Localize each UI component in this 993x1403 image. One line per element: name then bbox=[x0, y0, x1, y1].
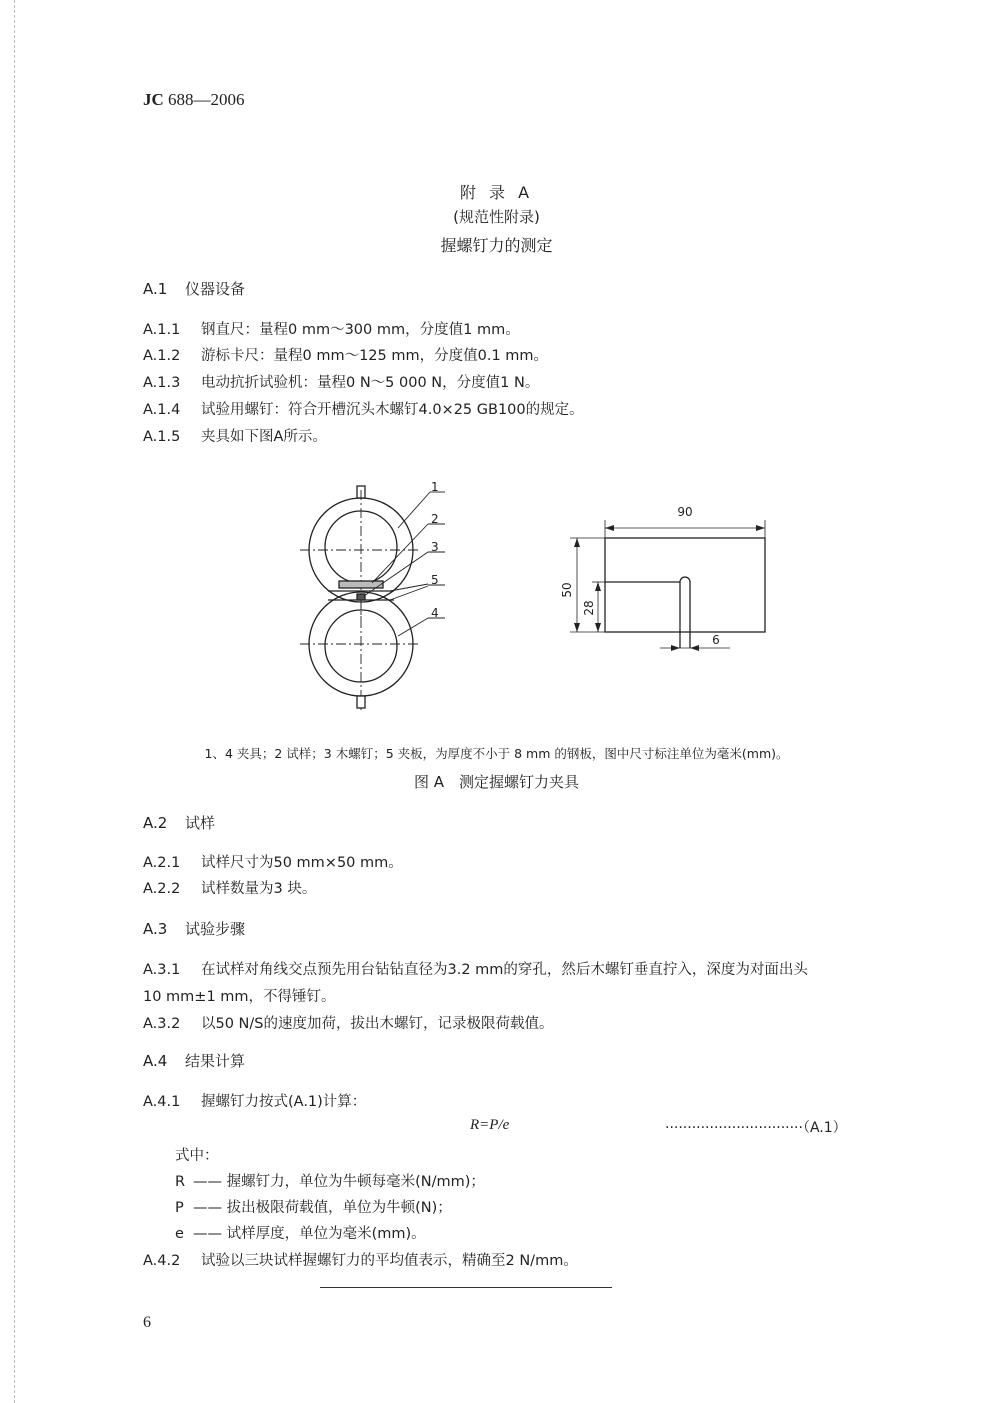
where-label: 式中： bbox=[175, 1148, 219, 1164]
clause-a1-3: A.1.3 电动抗折试验机：量程0 N～5 000 N，分度值1 N。 bbox=[143, 375, 540, 391]
page-number: 6 bbox=[143, 1314, 151, 1331]
section-a2-heading: A.2 试样 bbox=[143, 814, 216, 832]
leader-2 bbox=[372, 524, 428, 583]
appendix-subtitle: (规范性附录) bbox=[453, 208, 540, 226]
clause-a3-1-cont: 10 mm±1 mm，不得锤钉。 bbox=[143, 989, 336, 1005]
appendix-title: 附 录 A bbox=[459, 183, 534, 202]
specimen-dimension-drawing bbox=[570, 520, 765, 651]
figure-a-drawing bbox=[0, 470, 993, 730]
dim-90: 90 bbox=[677, 505, 693, 519]
clause-a2-2: A.2.2 试样数量为3 块。 bbox=[143, 881, 317, 897]
where-item-e: e —— 试样厚度，单位为毫米(mm)。 bbox=[175, 1226, 426, 1242]
bottom-hook bbox=[357, 696, 365, 708]
section-a3-heading: A.3 试验步骤 bbox=[143, 920, 246, 938]
clause-a1-5: A.1.5 夹具如下图A所示。 bbox=[143, 429, 327, 445]
clamp-drawing bbox=[300, 486, 445, 710]
figure-caption: 1、4 夹具；2 试样；3 木螺钉；5 夹板，为厚度不小于 8 mm 的钢板，图中尺寸标注单位为毫米(mm)。 bbox=[204, 746, 789, 761]
dim-28: 28 bbox=[582, 600, 596, 616]
screw-slot bbox=[605, 577, 690, 648]
specimen-outline bbox=[605, 538, 765, 632]
leader-1 bbox=[398, 492, 430, 528]
clause-a1-2: A.1.2 游标卡尺：量程0 mm～125 mm，分度值0.1 mm。 bbox=[143, 348, 549, 364]
clause-a1-1: A.1.1 钢直尺：量程0 mm～300 mm，分度值1 mm。 bbox=[143, 322, 520, 338]
label-1: 1 bbox=[431, 480, 439, 494]
clause-a3-2: A.3.2 以50 N/S的速度加荷，拔出木螺钉，记录极限荷载值。 bbox=[143, 1016, 554, 1032]
label-3: 3 bbox=[431, 540, 439, 554]
formula-expression: R=P/e bbox=[470, 1117, 510, 1133]
clause-a1-4: A.1.4 试验用螺钉：符合开槽沉头木螺钉4.0×25 GB100的规定。 bbox=[143, 402, 584, 418]
section-a4-heading: A.4 结果计算 bbox=[143, 1052, 246, 1070]
label-4: 4 bbox=[431, 606, 439, 620]
clause-a4-2: A.4.2 试验以三块试样握螺钉力的平均值表示，精确至2 N/mm。 bbox=[143, 1253, 578, 1269]
where-item-p: P —— 拔出极限荷载值，单位为牛顿(N)； bbox=[175, 1200, 452, 1216]
clause-a3-1: A.3.1 在试样对角线交点预先用台钻钻直径为3.2 mm的穿孔，然后木螺钉垂直拧入，深度为对面出头 bbox=[143, 962, 808, 978]
formula-number: ·······························（A.1） bbox=[665, 1120, 847, 1136]
section-a1-heading: A.1 仪器设备 bbox=[143, 280, 246, 298]
figure-title: 图 A 测定握螺钉力夹具 bbox=[413, 773, 580, 791]
appendix-heading: 握螺钉力的测定 bbox=[440, 236, 553, 255]
leader-4 bbox=[398, 618, 428, 636]
dim-50: 50 bbox=[560, 582, 574, 598]
clause-a4-1: A.4.1 握螺钉力按式(A.1)计算： bbox=[143, 1094, 367, 1110]
label-2: 2 bbox=[431, 512, 439, 526]
standard-code: JC 688—2006 bbox=[143, 90, 245, 109]
end-rule bbox=[320, 1287, 612, 1288]
wood-screw bbox=[357, 594, 365, 600]
clause-a2-1: A.2.1 试样尺寸为50 mm×50 mm。 bbox=[143, 855, 403, 871]
leader-5a bbox=[390, 584, 428, 591]
dim-6: 6 bbox=[712, 633, 720, 647]
label-5: 5 bbox=[431, 573, 439, 587]
where-item-r: R —— 握螺钉力，单位为牛顿每毫米(N/mm)； bbox=[175, 1174, 485, 1190]
